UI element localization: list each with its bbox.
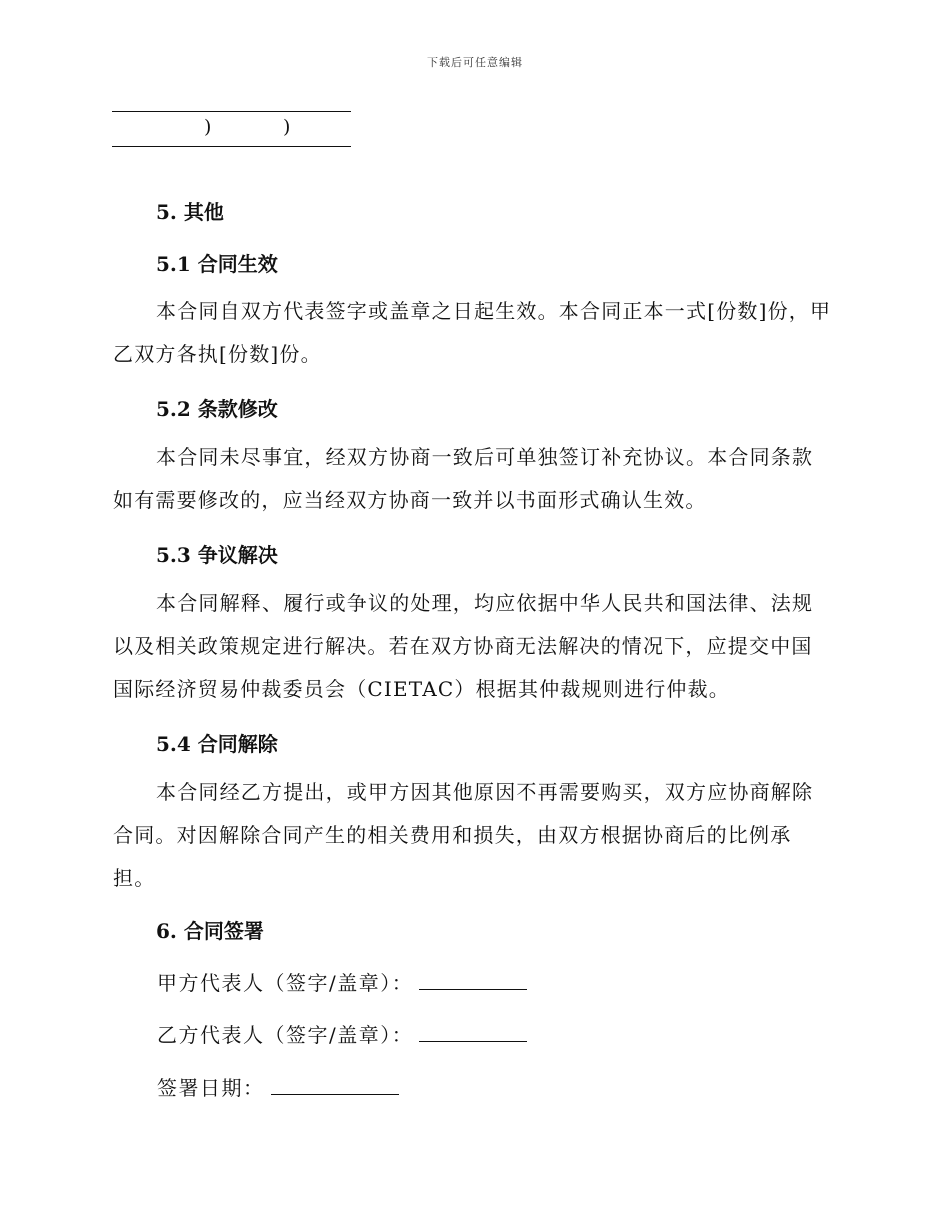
party-a-signature-line [157, 967, 527, 996]
party-a-signature-blank[interactable] [419, 971, 527, 990]
party-b-signature-line [157, 1019, 527, 1048]
section-5-1-body: 本合同自双方代表签字或盖章之日起生效。本合同正本一式[份数]份，甲乙双方各执[份数]份。 [113, 299, 832, 366]
signing-date-line [157, 1072, 399, 1101]
signing-date-label: 签署日期： [157, 1076, 265, 1100]
section-5-4-body: 本合同经乙方提出，或甲方因其他原因不再需要购买，双方应协商解除合同。对因解除合同产生的相关费用和损失，由双方根据协商后的比例承担。 [113, 780, 814, 890]
section-5-4-heading: 5.4 合同解除 [156, 732, 278, 756]
closing-paren-right: ) [283, 116, 291, 138]
party-a-label: 甲方代表人（签字/盖章）： [157, 971, 414, 995]
section-5-heading: 5. 其他 [156, 200, 224, 224]
table-top-rule [112, 111, 351, 112]
closing-paren-left: ) [204, 116, 212, 138]
party-b-label: 乙方代表人（签字/盖章）： [157, 1023, 414, 1047]
section-5-3-heading: 5.3 争议解决 [156, 543, 278, 567]
section-5-2-body: 本合同未尽事宜，经双方协商一致后可单独签订补充协议。本合同条款如有需要修改的，应当经双方协商一致并以书面形式确认生效。 [113, 445, 814, 512]
section-5-3-body: 本合同解释、履行或争议的处理，均应依据中华人民共和国法律、法规以及相关政策规定进行解决。若在双方协商无法解决的情况下，应提交中国国际经济贸易仲裁委员会（CIETAC）根据其仲裁规则进行仲裁。 [113, 591, 814, 701]
page-header-note: 下载后可任意编辑 [427, 56, 523, 69]
party-b-signature-blank[interactable] [419, 1023, 527, 1042]
section-5-2-heading: 5.2 条款修改 [156, 397, 278, 421]
section-5-1-heading: 5.1 合同生效 [156, 252, 278, 276]
table-bottom-rule [112, 146, 351, 147]
signing-date-blank[interactable] [271, 1076, 399, 1095]
section-6-heading: 6. 合同签署 [156, 919, 264, 943]
